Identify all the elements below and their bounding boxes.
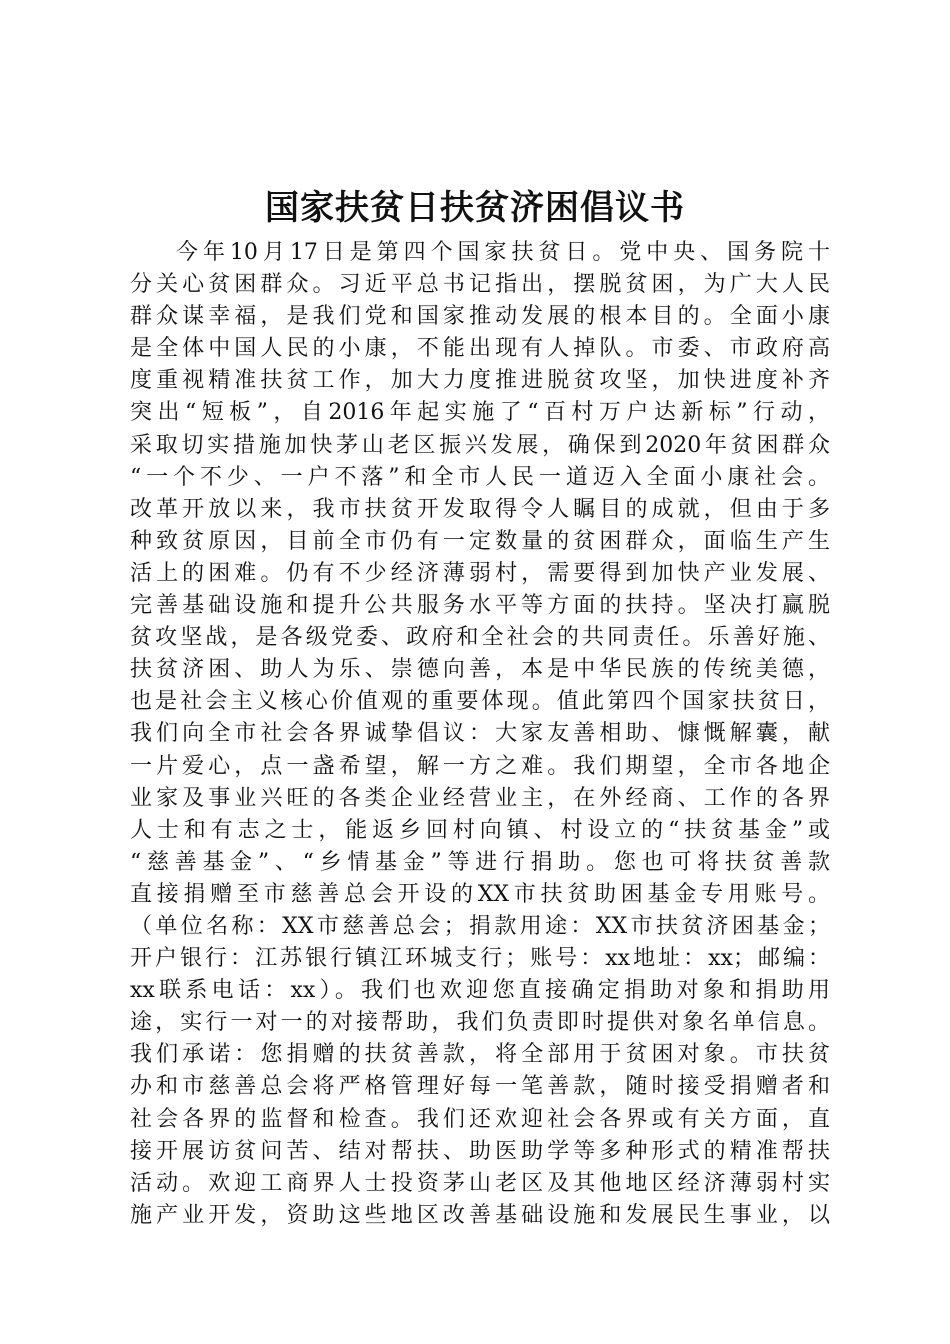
body-line: 直接捐赠至市慈善总会开设的XX市扶贫助困基金专用账号。 bbox=[130, 881, 830, 907]
body-line: 活动。欢迎工商界人士投资茅山老区及其他地区经济薄弱村实 bbox=[130, 1170, 830, 1196]
body-line: 分关心贫困群众。习近平总书记指出，摆脱贫困，为广大人民 bbox=[130, 272, 830, 298]
document-title: 国家扶贫日扶贫济困倡议书 bbox=[265, 188, 685, 228]
body-line: 我们向全市社会各界诚挚倡议：大家友善相助、慷慨解囊，献 bbox=[130, 721, 830, 747]
body-line: 贫攻坚战，是各级党委、政府和全社会的共同责任。乐善好施、 bbox=[130, 625, 830, 651]
body-line: 今年10月17日是第四个国家扶贫日。党中央、国务院十 bbox=[176, 240, 830, 265]
body-line: 也是社会主义核心价值观的重要体现。值此第四个国家扶贫日， bbox=[130, 689, 830, 715]
body-line: 施产业开发，资助这些地区改善基础设施和发展民生事业，以 bbox=[130, 1202, 830, 1228]
body-line: 办和市慈善总会将严格管理好每一笔善款，随时接受捐赠者和 bbox=[130, 1074, 830, 1100]
body-line: 社会各界的监督和检查。我们还欢迎社会各界或有关方面，直 bbox=[130, 1106, 830, 1132]
body-line: 突出“短板”，自2016年起实施了“百村万户达新标”行动， bbox=[130, 400, 830, 426]
body-line: 是全体中国人民的小康，不能出现有人掉队。市委、市政府高 bbox=[130, 336, 830, 362]
body-line: 完善基础设施和提升公共服务水平等方面的扶持。坚决打赢脱 bbox=[130, 593, 830, 619]
body-line: （单位名称：XX市慈善总会；捐款用途：XX市扶贫济困基金； bbox=[130, 913, 830, 939]
body-line: 接开展访贫问苦、结对帮扶、助医助学等多种形式的精准帮扶 bbox=[130, 1138, 830, 1164]
body-line: 业家及事业兴旺的各类企业经营业主，在外经商、工作的各界 bbox=[130, 785, 830, 811]
body-line: 开户银行：江苏银行镇江环城支行；账号：xx地址：xx；邮编： bbox=[130, 946, 830, 972]
body-line: 群众谋幸福，是我们党和国家推动发展的根本目的。全面小康 bbox=[130, 304, 830, 330]
body-line: 我们承诺：您捐赠的扶贫善款，将全部用于贫困对象。市扶贫 bbox=[130, 1042, 830, 1068]
body-line: “慈善基金”、“乡情基金”等进行捐助。您也可将扶贫善款 bbox=[130, 849, 830, 875]
body-line: 采取切实措施加快茅山老区振兴发展，确保到2020年贫困群众 bbox=[130, 432, 830, 458]
document-body bbox=[130, 237, 830, 1232]
body-line: 人士和有志之士，能返乡回村向镇、村设立的“扶贫基金”或 bbox=[130, 817, 830, 843]
body-line: 活上的困难。仍有不少经济薄弱村，需要得到加快产业发展、 bbox=[130, 560, 830, 586]
body-line: 度重视精准扶贫工作，加大力度推进脱贫攻坚，加快进度补齐 bbox=[130, 368, 830, 394]
body-line: 改革开放以来，我市扶贫开发取得令人瞩目的成就，但由于多 bbox=[130, 496, 830, 522]
body-line: 扶贫济困、助人为乐、崇德向善，本是中华民族的传统美德， bbox=[130, 657, 830, 683]
body-line: xx联系电话：xx）。我们也欢迎您直接确定捐助对象和捐助用 bbox=[130, 978, 830, 1004]
body-line: “一个不少、一户不落”和全市人民一道迈入全面小康社会。 bbox=[130, 464, 830, 490]
body-line: 种致贫原因，目前全市仍有一定数量的贫困群众，面临生产生 bbox=[130, 528, 830, 554]
body-line: 一片爱心，点一盏希望，解一方之难。我们期望，全市各地企 bbox=[130, 753, 830, 779]
body-line: 途，实行一对一的对接帮助，我们负责即时提供对象名单信息。 bbox=[130, 1010, 830, 1036]
